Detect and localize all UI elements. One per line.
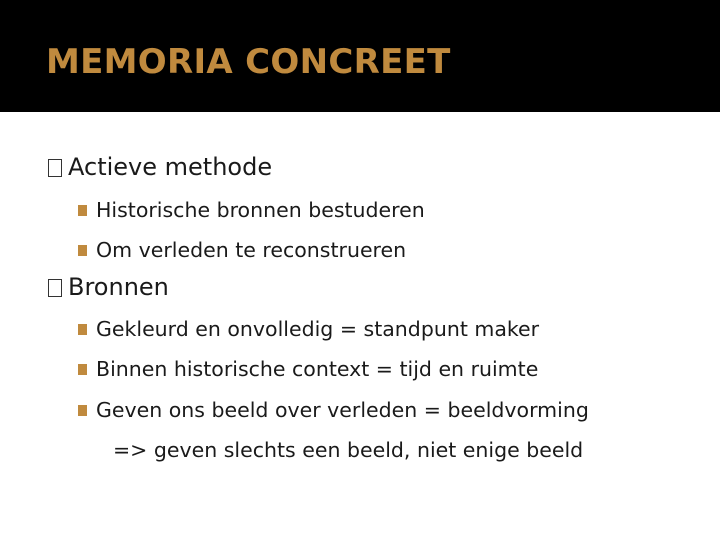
heading-actieve-methode: Actieve methode bbox=[48, 152, 272, 182]
slide-title: MEMORIA CONCREET bbox=[46, 42, 451, 82]
square-bullet-icon bbox=[78, 364, 87, 375]
heading-bronnen: Bronnen bbox=[48, 272, 169, 302]
square-bullet-icon bbox=[78, 405, 87, 416]
missing-glyph-icon bbox=[48, 159, 62, 177]
list-item: Om verleden te reconstrueren bbox=[78, 236, 406, 264]
square-bullet-icon bbox=[78, 205, 87, 216]
list-item: Historische bronnen bestuderen bbox=[78, 196, 425, 224]
square-bullet-icon bbox=[78, 245, 87, 256]
list-item: Binnen historische context = tijd en ruimte bbox=[78, 355, 538, 383]
continuation-line: => geven slechts een beeld, niet enige beeld bbox=[113, 438, 584, 462]
list-item: Geven ons beeld over verleden = beeldvorming bbox=[78, 396, 589, 424]
missing-glyph-icon bbox=[48, 279, 62, 297]
list-item: Gekleurd en onvolledig = standpunt maker bbox=[78, 315, 539, 343]
square-bullet-icon bbox=[78, 324, 87, 335]
